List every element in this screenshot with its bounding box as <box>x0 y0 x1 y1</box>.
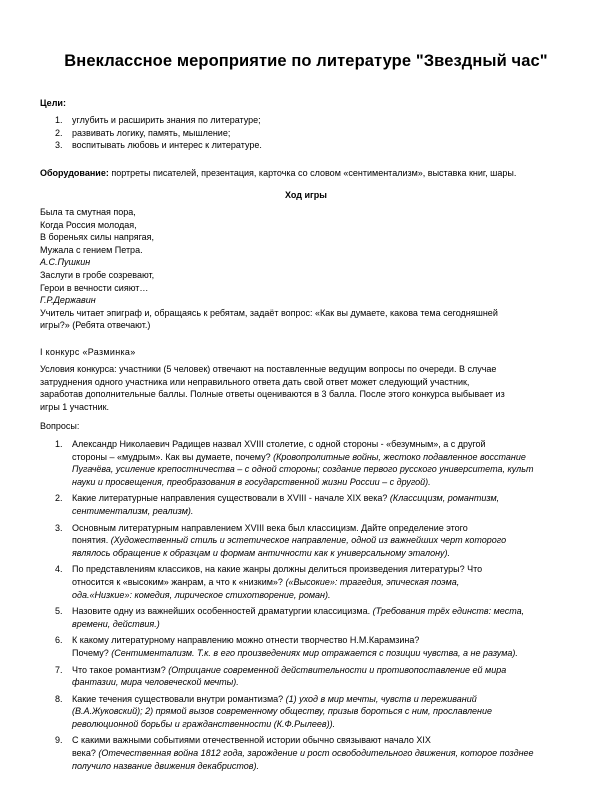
answer-text: революционной борьбы и гражданственности (К.Ф.Рылеев)). <box>72 718 336 729</box>
question-line <box>72 451 585 464</box>
page-title: Внеклассное мероприятие по литературе "Звездный час" <box>64 52 548 70</box>
answer-text: (Кровопролитные войны, жестоко подавленное восстание <box>273 451 526 462</box>
equipment-text: портреты писателей, презентация, карточка со словом «сентиментализм», выставка книг, шары. <box>108 168 517 178</box>
answer-text: (Отечественная война 1812 года, зарождение и рост освободительного движения, которое позднее <box>98 748 534 759</box>
question-line <box>72 589 585 602</box>
question-line <box>72 676 585 689</box>
question-line <box>72 618 585 631</box>
contest-heading: I конкурс «Разминка» <box>40 347 136 357</box>
question-number: 1. <box>55 439 63 449</box>
list-text: воспитывать любовь и интерес к литературе. <box>72 140 262 151</box>
answer-text: сентиментализм, реализм). <box>72 505 194 516</box>
answer-text: Пугачёва, усиление крепостничества – с одной стороны; создание первого русского университета, культ <box>72 464 534 475</box>
epigraph-line: Мужала с гением Петра. <box>40 244 143 255</box>
answer-text: (Сентиментализм. Т.к. в его произведениях мир отражается с позиции чувства, а не разума). <box>111 647 518 658</box>
question-line <box>72 463 585 476</box>
question-text: стороны – «мудрым». Как вы думаете, почему? <box>72 451 274 462</box>
question-line <box>72 563 585 576</box>
question-item <box>55 605 585 630</box>
game-heading: Ход игры <box>285 190 327 200</box>
list-number: 2. <box>55 127 63 138</box>
question-item <box>55 492 585 517</box>
question-number: 3. <box>55 522 63 533</box>
question-number: 9. <box>55 735 63 746</box>
epigraph-author: Г.Р.Державин <box>40 295 96 306</box>
question-number: 2. <box>55 493 63 504</box>
contest-line: Условия конкурса: участники (5 человек) отвечают на поставленные ведущим вопросы по очереди. В случае <box>40 364 497 374</box>
list-item <box>55 114 575 127</box>
list-item <box>55 139 575 152</box>
question-line <box>72 734 585 747</box>
contest-conditions <box>40 363 585 413</box>
question-item <box>55 634 585 659</box>
questions-heading: Вопросы: <box>40 421 80 431</box>
question-line <box>72 505 585 518</box>
answer-text: (Классицизм, романтизм, <box>389 493 500 504</box>
question-line <box>72 547 585 560</box>
question-line <box>72 634 585 647</box>
question-number: 5. <box>55 606 63 617</box>
epigraph-line: В бореньях силы напрягая, <box>40 232 155 243</box>
question-line <box>72 522 585 535</box>
epigraph-line: Когда Россия молодая, <box>40 219 137 230</box>
intro-line: Учитель читает эпиграф и, обращаясь к ребятам, задаёт вопрос: «Как вы думаете, какова тема сегодняшней <box>40 307 498 318</box>
question-line <box>72 647 585 660</box>
question-line <box>72 693 585 706</box>
question-line <box>72 747 585 760</box>
question-text: понятия. <box>72 535 111 546</box>
answer-text: (Отрицание современной действительности и противопоставление ей мира <box>168 664 507 675</box>
answer-text: времени, действия.) <box>72 618 160 629</box>
question-text: Какие литературные направления существовали в XVIII - начале XIX века? <box>72 493 390 504</box>
contest-line: заработав дополнительные баллы. Полные ответы оцениваются в 3 балла. После этого конкурса выбывает из <box>40 389 505 400</box>
epigraph-author: А.С.Пушкин <box>40 257 91 268</box>
list-text: развивать логику, память, мышление; <box>72 127 231 138</box>
question-item <box>55 522 585 560</box>
question-text: Почему? <box>72 647 112 658</box>
question-number: 8. <box>55 693 63 704</box>
question-line <box>72 605 585 618</box>
question-line <box>72 576 585 589</box>
answer-text: (Требования трёх единств: места, <box>372 606 525 617</box>
epigraph-line: Заслуги в гробе созревают, <box>40 269 155 280</box>
question-text: века? <box>72 748 99 759</box>
goals-list <box>55 114 575 152</box>
question-line <box>72 476 585 489</box>
answer-text: науки и просвещения, преобразования в государственной жизни России – с другой). <box>72 476 431 487</box>
answer-text: получило название движения декабристов). <box>72 760 259 771</box>
question-text: Какие течения существовали внутри романтизма? <box>72 693 286 704</box>
equipment-paragraph <box>40 167 580 180</box>
question-line <box>72 534 585 547</box>
question-item <box>55 734 585 772</box>
question-text: С какими важными событиями отечественной истории обычно связывают начало XIX <box>72 735 431 746</box>
epigraph-line: Герои в вечности сияют… <box>40 282 149 293</box>
question-text: Александр Николаевич Радищев назвал XVIII столетие, с одной стороны - «безумным», а с другой <box>72 439 486 449</box>
list-number: 3. <box>55 140 63 151</box>
question-line <box>72 492 585 505</box>
question-text: К какому литературному направлению можно отнести творчество Н.М.Карамзина? <box>72 635 420 646</box>
answer-text: (Художественный стиль и эстетическое направление, одной из важнейших черт которого <box>110 535 507 546</box>
answer-text: (В.А.Жуковский); 2) прямой вызов современному обществу, призыв бороться с ним, прославление <box>72 706 493 717</box>
question-line <box>72 718 585 731</box>
list-number: 1. <box>55 115 63 125</box>
equipment-label: Оборудование: <box>40 168 109 178</box>
question-line <box>72 438 585 451</box>
question-number: 7. <box>55 664 63 675</box>
question-item <box>55 563 585 601</box>
question-text: Основным литературным направлением XVIII века был классицизм. Дайте определение этого <box>72 522 468 533</box>
list-text: углубить и расширить знания по литературе; <box>72 115 261 125</box>
contest-line: игры 1 участник. <box>40 401 110 412</box>
question-item <box>55 664 585 689</box>
question-item <box>55 693 585 731</box>
question-number: 4. <box>55 564 63 575</box>
questions-list <box>55 438 585 772</box>
question-number: 6. <box>55 635 63 646</box>
question-text: Назовите одну из важнейших особенностей драматургии классицизма. <box>72 606 373 617</box>
intro-line: игры?» (Ребята отвечают.) <box>40 320 151 331</box>
answer-text: (1) уход в мир мечты, чувств и переживаний <box>285 693 477 704</box>
question-text: Что такое романтизм? <box>72 664 169 675</box>
question-line <box>72 760 585 773</box>
answer-text: («Высокие»: трагедия, эпическая поэма, <box>285 576 460 587</box>
question-line <box>72 664 585 677</box>
question-text: По представлениям классиков, на какие жанры должны делиться произведения литературы? Что <box>72 564 483 575</box>
answer-text: фантазии, мира человеческой мечты). <box>72 677 239 688</box>
answer-text: являлось обращение к образцам и формам античности как к универсальному эталону). <box>72 547 451 558</box>
epigraph <box>40 206 580 332</box>
epigraph-line: Была та смутная пора, <box>40 207 136 217</box>
question-text: относится к «высоким» жанрам, а что к «низким»? <box>72 576 286 587</box>
question-item <box>55 438 585 488</box>
goals-heading: Цели: <box>40 98 66 108</box>
list-item <box>55 127 575 140</box>
question-line <box>72 705 585 718</box>
answer-text: ода.«Низкие»: комедия, лирическое стихотворение, роман). <box>72 589 331 600</box>
contest-line: затруднения одного участника или неправильного ответа дать свой ответ может следующий участник, <box>40 376 470 387</box>
